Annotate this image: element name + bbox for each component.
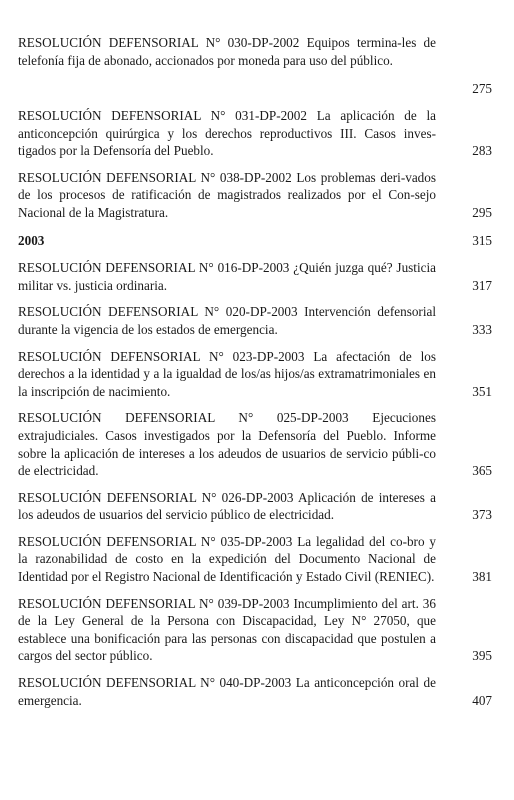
toc-entry-title: RESOLUCIÓN DEFENSORIAL N° 020-DP-2003 Intervención defensorial durante la vigencia de los estados de emergencia. bbox=[18, 304, 436, 337]
toc-entry-020-dp-2003 bbox=[18, 303, 492, 338]
toc-entry-title: RESOLUCIÓN DEFENSORIAL N° 026-DP-2003 Aplicación de intereses a los adeudos de usuarios del servicio público de electricidad. bbox=[18, 489, 436, 523]
toc-entry-038-dp-2002 bbox=[18, 169, 492, 222]
toc-entry-page-number: 373 bbox=[472, 507, 492, 523]
toc-entry-035-dp-2003 bbox=[18, 533, 492, 586]
toc-entry-title: RESOLUCIÓN DEFENSORIAL N° 025-DP-2003 Ejecuciones extrajudiciales. Casos investigados por la Defensoría del Pueblo. Informe sobre la aplicación de intereses a los adeudos de usuarios de servicio públi-co de electricidad. bbox=[18, 410, 436, 479]
toc-entry-page-number: 315 bbox=[472, 232, 492, 248]
toc-entry-page-number: 295 bbox=[472, 204, 492, 220]
toc-entry-023-dp-2003 bbox=[18, 348, 492, 401]
toc-entry-page-number: 365 bbox=[472, 463, 492, 479]
toc-entry-016-dp-2003 bbox=[18, 259, 492, 294]
toc-entry-page-number: 333 bbox=[472, 321, 492, 337]
toc-entry-page-number: 283 bbox=[472, 143, 492, 159]
toc-entry-031-dp-2002 bbox=[18, 107, 492, 160]
toc-entry-page-number: 407 bbox=[472, 692, 492, 708]
toc-entry-title: RESOLUCIÓN DEFENSORIAL N° 031-DP-2002 La aplicación de la anticoncepción quirúrgica y los derechos reproductivos III. Casos inves-tigados por la Defensoría del Pueblo. bbox=[18, 108, 436, 159]
toc-entry-title: RESOLUCIÓN DEFENSORIAL N° 030-DP-2002 Equipos termina-les de telefonía fija de abonado, accionados por moneda para uso del público. bbox=[18, 35, 436, 68]
table-of-contents bbox=[18, 34, 492, 709]
toc-entry-title: RESOLUCIÓN DEFENSORIAL N° 016-DP-2003 ¿Quién juzga qué? Justicia militar vs. justicia ordinaria. bbox=[18, 260, 436, 293]
toc-entry-026-dp-2003 bbox=[18, 489, 492, 524]
toc-entry-title: RESOLUCIÓN DEFENSORIAL N° 023-DP-2003 La afectación de los derechos a la identidad y a la igualdad de los/as hijos/as extramatrimoniales en la inscripción de nacimiento. bbox=[18, 348, 436, 399]
toc-entry-title: RESOLUCIÓN DEFENSORIAL N° 038-DP-2002 Los problemas deri-vados de los procesos de ratificación de magistrados realizados por el Con-sejo Nacional de la Magistratura. bbox=[18, 169, 436, 220]
toc-year-heading-2003 bbox=[18, 232, 492, 250]
toc-entry-page-number: 395 bbox=[472, 648, 492, 664]
toc-entry-page-number: 275 bbox=[472, 81, 492, 97]
toc-entry-039-dp-2003 bbox=[18, 595, 492, 665]
toc-entry-title: RESOLUCIÓN DEFENSORIAL N° 039-DP-2003 Incumplimiento del art. 36 de la Ley General de la Persona con Discapacidad, Ley N° 27050, que establece una bonificación para las personas con discapacidad que postulen a cargos del sector público. bbox=[18, 595, 436, 664]
toc-entry-030-dp-2002 bbox=[18, 34, 492, 98]
toc-entry-title: RESOLUCIÓN DEFENSORIAL N° 040-DP-2003 La anticoncepción oral de emergencia. bbox=[18, 675, 436, 708]
toc-entry-page-number: 351 bbox=[472, 383, 492, 399]
toc-entry-040-dp-2003 bbox=[18, 674, 492, 709]
toc-entry-page-number: 381 bbox=[472, 569, 492, 585]
toc-entry-page-number: 317 bbox=[472, 277, 492, 293]
toc-entry-025-dp-2003 bbox=[18, 409, 492, 479]
toc-entry-title: RESOLUCIÓN DEFENSORIAL N° 035-DP-2003 La legalidad del co-bro y la razonabilidad de costo en la expedición del Documento Nacional de Identidad por el Registro Nacional de Identificación y Estado Civil (RENIEC). bbox=[18, 533, 436, 585]
toc-year-label: 2003 bbox=[18, 232, 45, 248]
